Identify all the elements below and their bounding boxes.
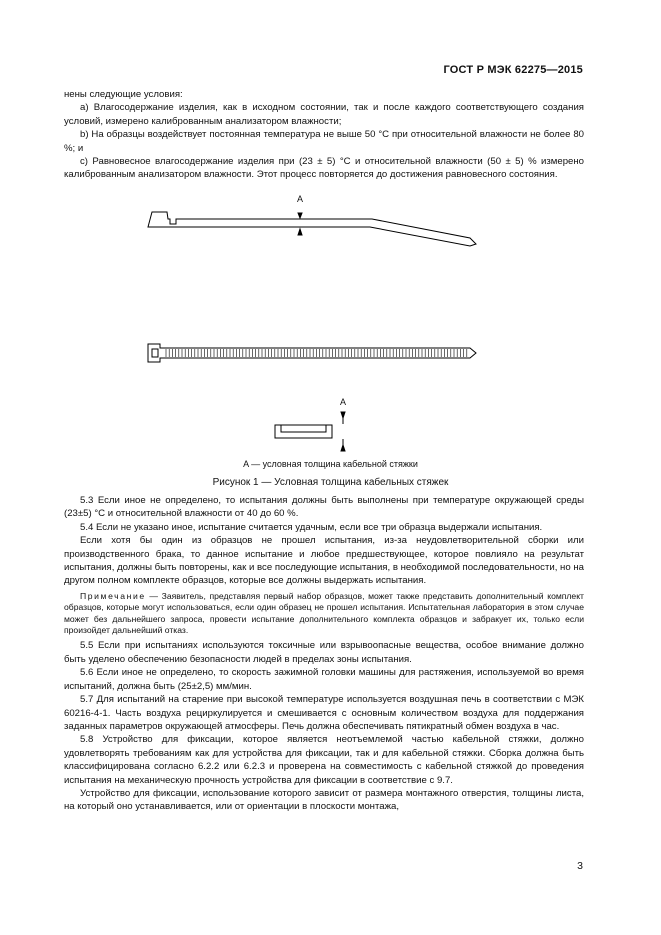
condition-b: b) На образцы воздействует постоянная температура не выше 50 °С при относительной влажности не более 80 %; и bbox=[64, 129, 584, 154]
body-text bbox=[64, 494, 584, 814]
lead-line: нены следующие условия: bbox=[64, 89, 183, 100]
note bbox=[64, 591, 584, 637]
para-5-4-cont: Если хотя бы один из образцов не прошел испытания, из-за неудовлетворительной сборки или производственного брака, то данное испытание и любое предшествующее, которое повлияло на результат испытания, должны быть повторены, как и все последующие испытания, в необходимой последовательности, но на другом полном комплекте образцов, которые все должны выдержать испытания. bbox=[64, 535, 584, 587]
para-5-8-cont: Устройство для фиксации, использование которого зависит от размера монтажного отверстия, толщины листа, на который оно устанавливается, или от ориентации в плоскости монтажа, bbox=[64, 787, 584, 813]
label-a-side: A bbox=[297, 194, 304, 204]
cable-tie-top-view bbox=[148, 344, 476, 362]
figure-caption: Рисунок 1 — Условная толщина кабельных стяжек bbox=[212, 477, 449, 488]
note-text: — Заявитель, представляя первый набор образцов, может также представить дополнительный комплект образцов, которые могут использоваться, если один образец не прошел испытания. Испытательная лаборатория в этом случае может без дальнейшего запроса, провести испытание дополнительного комплекта образцов и забракует их, только если произойдет дальнейший отказ. bbox=[64, 590, 584, 636]
note-label: Примечание bbox=[80, 590, 146, 601]
para-5-4: 5.4 Если не указано иное, испытание считается удачным, если все три образца выдержали испытания. bbox=[80, 521, 543, 533]
cable-tie-cross-section bbox=[275, 412, 345, 451]
document-header: ГОСТ Р МЭК 62275—2015 bbox=[443, 64, 583, 76]
cable-tie-side-view bbox=[148, 212, 476, 246]
page-number: 3 bbox=[577, 860, 583, 872]
para-5-7: 5.7 Для испытаний на старение при высокой температуре используется воздушная печь в соответствии с МЭК 60216-4-1. Часть воздуха рециркулируется и смешивается с основным количеством воздуха для поддержания заданных параметров окружающей атмосферы. Печь должна обеспечивать пятикратный обмен воздуха в час. bbox=[64, 694, 584, 732]
para-5-8: 5.8 Устройство для фиксации, которое является неотъемлемой частью кабельной стяжки, должно удовлетворять требованиям как для устройства для фиксации, так и для кабельной стяжки. Сборка должна быть классифицирована согласно 6.2.2 или 6.2.3 и проверена на совместимость с кабельной стяжкой до проведения испытания на механическую прочность устройства для фиксации в соответствие с 9.7. bbox=[64, 734, 584, 786]
para-5-6: 5.6 Если иное не определено, то скорость зажимной головки машины для растяжения, используемой во время испытаний, должна быть (25±2,5) мм/мин. bbox=[64, 667, 584, 692]
label-a-section: A bbox=[340, 397, 347, 407]
para-5-5: 5.5 Если при испытаниях используются токсичные или взрывоопасные вещества, особое внимание должно быть уделено обеспечению безопасности людей в пределах зоны испытания. bbox=[64, 640, 584, 665]
figure-key: A — условная толщина кабельной стяжки bbox=[243, 459, 418, 469]
condition-c: c) Равновесное влагосодержание изделия при (23 ± 5) °С и относительной влажности (50 ± 5) % измерено калиброванным анализатором влажности. Этот процесс повторяется до достижения равновесного состояния. bbox=[64, 156, 584, 181]
para-5-3: 5.3 Если иное не определено, то испытания должны быть выполнены при температуре окружающей среды (23±5) °С и относительной влажности от 40 до 60 %. bbox=[64, 495, 584, 520]
condition-a: a) Влагосодержание изделия, как в исходном состоянии, так и после каждого соответствующего создания условий, измерено калиброванным анализатором влажности; bbox=[64, 102, 584, 127]
